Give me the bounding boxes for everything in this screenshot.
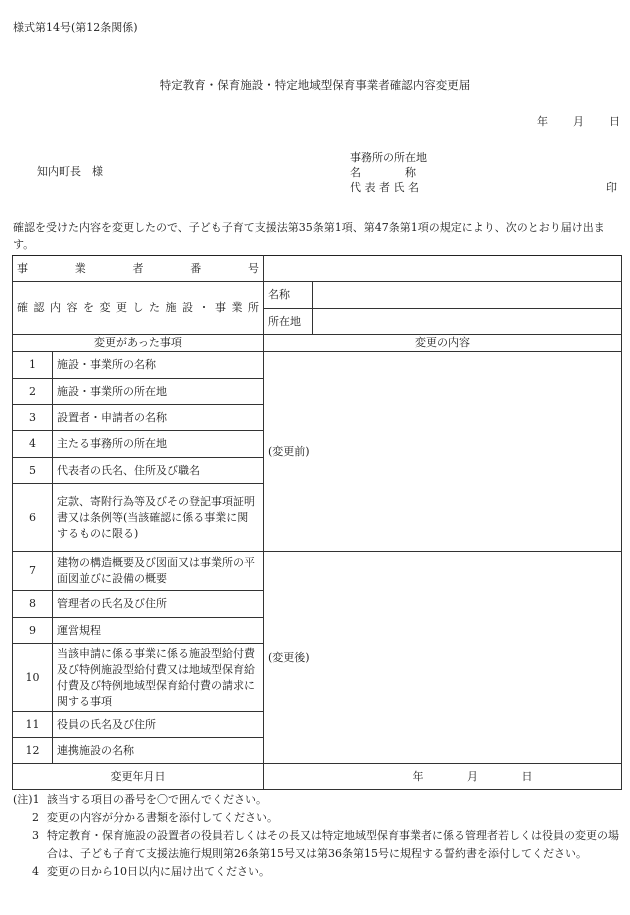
item-text: 施設・事業所の所在地	[53, 379, 264, 405]
seal-mark: 印	[606, 181, 617, 194]
facility-location-field[interactable]	[313, 309, 622, 335]
facility-location-label: 所在地	[264, 309, 313, 335]
intro-text: 確認を受けた内容を変更したので、子ども子育て支援法第35条第1項、第47条第1項の規定により、次のとおり届け出ます。	[13, 221, 605, 251]
facility-name-label: 名称	[264, 282, 313, 309]
note-text: 変更の日から10日以内に届け出てください。	[47, 865, 270, 878]
item-text: 定款、寄附行為等及びその登記事項証明書又は条例等(当該確認に係る事業に関するものに限る)	[53, 484, 264, 552]
item-number: 12	[13, 738, 53, 764]
applicant-block	[350, 151, 427, 196]
office-name-label: 名 称	[350, 166, 416, 179]
change-form-table	[12, 255, 622, 790]
change-month-label: 月	[467, 769, 478, 783]
change-date-label: 変更年月日	[13, 764, 264, 790]
item-number: 6	[13, 484, 53, 552]
changed-items-header: 変更があった事項	[13, 335, 264, 352]
item-number: 1	[13, 352, 53, 379]
item-text: 主たる事務所の所在地	[53, 431, 264, 458]
item-number: 4	[13, 431, 53, 458]
item-text: 代表者の氏名、住所及び職名	[53, 458, 264, 484]
note-text: 変更の内容が分かる書類を添付してください。	[47, 811, 278, 824]
item-text: 役員の氏名及び住所	[53, 712, 264, 738]
note-number: 2	[32, 811, 39, 824]
before-change-label: (変更前)	[268, 444, 310, 458]
change-year-label: 年	[412, 769, 424, 783]
item-number: 5	[13, 458, 53, 484]
notes-section	[13, 791, 623, 881]
addressee: 知内町長 様	[37, 165, 103, 178]
item-number: 11	[13, 712, 53, 738]
day-label: 日	[609, 115, 620, 128]
month-label: 月	[573, 115, 584, 128]
office-address-label: 事務所の所在地	[350, 151, 427, 164]
before-change-field[interactable]	[264, 352, 622, 552]
item-text: 設置者・申請者の名称	[53, 405, 264, 431]
item-text: 管理者の氏名及び住所	[53, 591, 264, 618]
note-number: 1	[32, 793, 40, 806]
note-item	[13, 791, 623, 809]
item-number: 3	[13, 405, 53, 431]
note-number: 4	[32, 865, 39, 878]
year-label: 年	[537, 115, 548, 128]
item-number: 8	[13, 591, 53, 618]
change-content-header: 変更の内容	[264, 335, 622, 352]
facility-label: 確認内容を変更した施設・事業所	[13, 282, 264, 335]
item-number: 10	[13, 644, 53, 712]
document-title: 特定教育・保育施設・特定地域型保育事業者確認内容変更届	[159, 78, 471, 92]
after-change-label: (変更後)	[268, 650, 310, 664]
note-item	[13, 863, 623, 881]
notes-prefix: (注)	[13, 793, 33, 806]
item-text: 当該申請に係る事業に係る施設型給付費及び特例施設型給付費又は地域型保育給付費及び特例地域型保育給付費の請求に関する事項	[53, 644, 264, 712]
item-text: 運営規程	[53, 618, 264, 644]
note-text: 特定教育・保育施設の設置者の役員若しくはその長又は特定地域型保育事業者に係る管理者若しくは役員の変更の場合は、子ども子育て支援法施行規則第26条第15号又は第36条第15号に規程する誓約書を添付してください。	[47, 829, 619, 860]
item-text: 施設・事業所の名称	[53, 352, 264, 379]
change-day-label: 日	[521, 769, 533, 783]
note-text: 該当する項目の番号を〇で囲んでください。	[47, 793, 267, 806]
note-number: 3	[32, 829, 39, 842]
after-change-field[interactable]	[264, 552, 622, 764]
item-text: 建物の構造概要及び図面又は事業所の平面図並びに設備の概要	[53, 552, 264, 591]
item-text: 連携施設の名称	[53, 738, 264, 764]
item-number: 7	[13, 552, 53, 591]
item-number: 2	[13, 379, 53, 405]
operator-number-field[interactable]	[264, 256, 622, 282]
form-number: 様式第14号(第12条関係)	[13, 21, 138, 34]
note-item	[13, 827, 623, 863]
representative-name-label: 代 表 者 氏 名	[350, 181, 419, 194]
item-number: 9	[13, 618, 53, 644]
note-item	[13, 809, 623, 827]
facility-name-field[interactable]	[313, 282, 622, 309]
change-date-field[interactable]	[264, 764, 622, 790]
operator-number-label: 事業者番号	[13, 256, 264, 282]
